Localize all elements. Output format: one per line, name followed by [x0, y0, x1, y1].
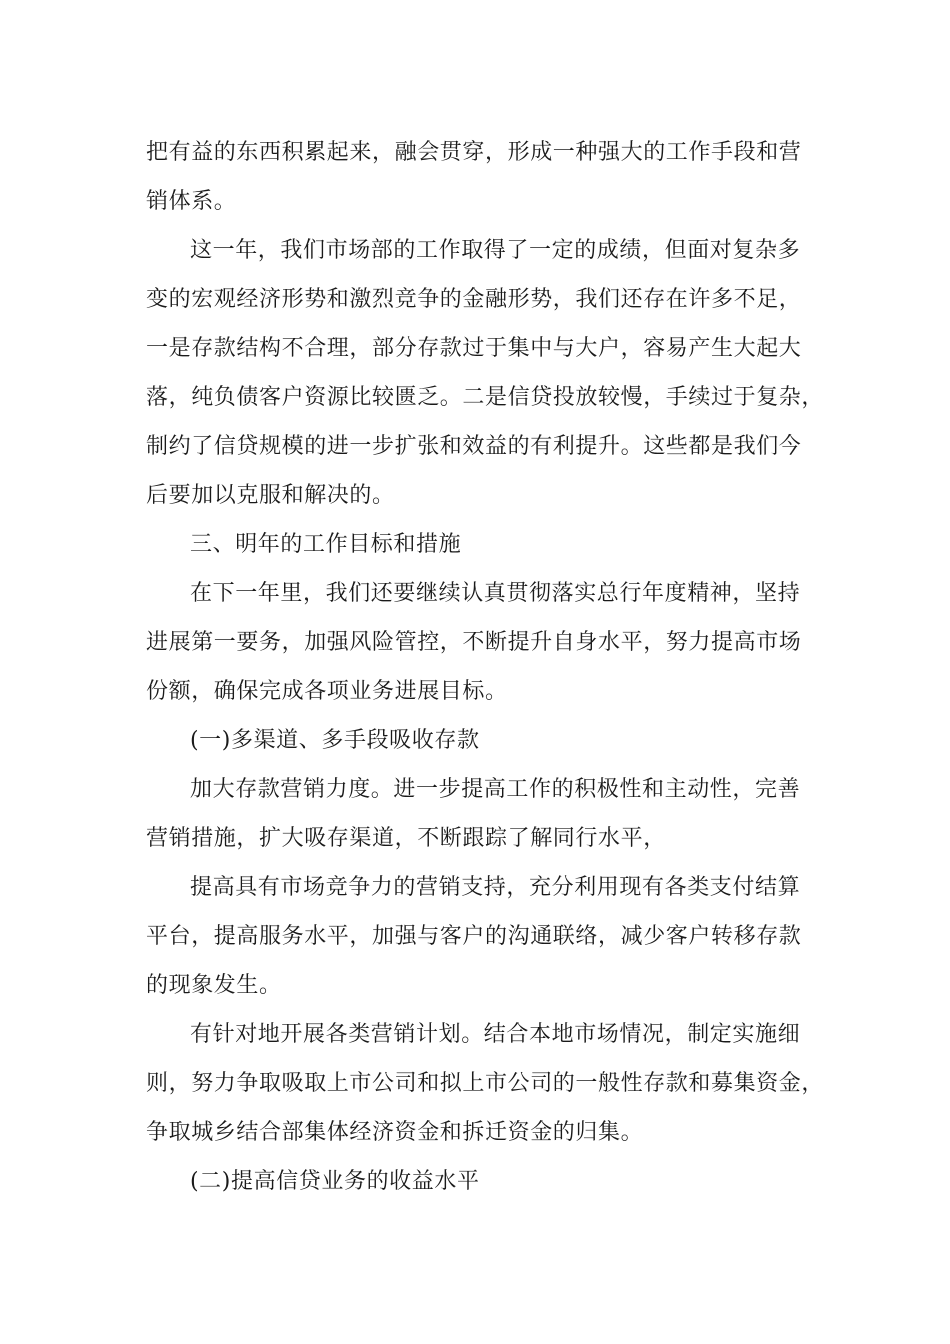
text-line: 制约了信贷规模的进一步扩张和效益的有利提升。这些都是我们今: [146, 434, 802, 459]
text-line: 加大存款营销力度。进一步提高工作的积极性和主动性，完善: [190, 777, 801, 802]
text-line: 提高具有市场竞争力的营销支持，充分利用现有各类支付结算: [190, 875, 801, 900]
text-line: 份额，确保完成各项业务进展目标。: [146, 679, 508, 704]
text-line: 三、明年的工作目标和措施: [190, 532, 462, 557]
section-heading: [146, 716, 826, 765]
text-line: 变的宏观经济形势和激烈竞争的金融形势，我们还存在许多不足，: [146, 287, 802, 312]
body-paragraph: [146, 569, 826, 716]
text-line: 销体系。: [146, 189, 237, 214]
text-line: 把有益的东西积累起来，融会贯穿，形成一种强大的工作手段和营: [146, 140, 802, 165]
text-line: (二)提高信贷业务的收益水平: [190, 1169, 480, 1194]
text-line: 进展第一要务，加强风险管控，不断提升自身水平，努力提高市场: [146, 630, 802, 655]
document-body: [146, 128, 826, 1206]
text-line: 落，纯负债客户资源比较匮乏。二是信贷投放较慢，手续过于复杂，: [146, 385, 825, 410]
text-line: 这一年，我们市场部的工作取得了一定的成绩，但面对复杂多: [190, 238, 801, 263]
text-line: 平台，提高服务水平，加强与客户的沟通联络，减少客户转移存款: [146, 924, 802, 949]
text-line: 后要加以克服和解决的。: [146, 483, 395, 508]
text-line: 争取城乡结合部集体经济资金和拆迁资金的归集。: [146, 1120, 644, 1145]
text-line: (一)多渠道、多手段吸收存款: [190, 728, 480, 753]
text-line: 的现象发生。: [146, 973, 282, 998]
body-paragraph: [146, 863, 826, 1010]
body-paragraph: [146, 226, 826, 520]
body-paragraph: [146, 765, 826, 863]
text-line: 则，努力争取吸取上市公司和拟上市公司的一般性存款和募集资金，: [146, 1071, 825, 1096]
text-line: 有针对地开展各类营销计划。结合本地市场情况，制定实施细: [190, 1022, 801, 1047]
text-line: 营销措施，扩大吸存渠道，不断跟踪了解同行水平，: [146, 826, 666, 851]
section-heading: [146, 1157, 826, 1206]
body-paragraph: [146, 1010, 826, 1157]
text-line: 在下一年里，我们还要继续认真贯彻落实总行年度精神，坚持: [190, 581, 801, 606]
section-heading: [146, 520, 826, 569]
text-line: 一是存款结构不合理，部分存款过于集中与大户，容易产生大起大: [146, 336, 802, 361]
body-paragraph: [146, 128, 826, 226]
